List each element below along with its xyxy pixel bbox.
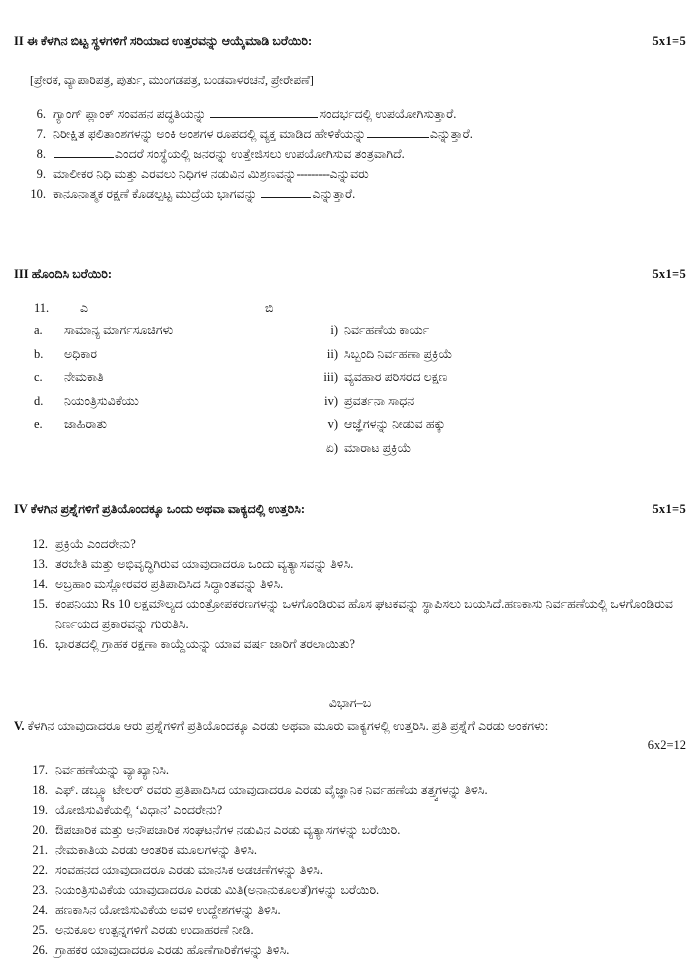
- question-item: [22, 144, 682, 164]
- question-number: 18.: [32, 783, 48, 797]
- answer-blank[interactable]: ---------: [296, 167, 330, 181]
- question-item: [22, 634, 682, 654]
- question-text: ಗ್ರಾಹಕರ ಯಾವುದಾದರೂ ಎರಡು ಹೊಣೆಗಾರಿಕೆಗಳನ್ನು ತಿಳಿಸಿ.: [55, 943, 290, 957]
- question-text: ಗ್ಯಾಂಗ್ ಪ್ಲಾಂಕ್ ಸಂವಹನ ಪದ್ಧತಿಯನ್ನು ಸಂದರ್ಭದಲ್ಲಿ ಉಪಯೋಗಿಸುತ್ತಾರೆ.: [53, 107, 457, 121]
- section-five-header: [14, 717, 686, 736]
- question-item: [22, 820, 682, 840]
- question-number: 6.: [36, 107, 46, 121]
- matching-key: ಏ): [325, 440, 338, 455]
- question-item: [22, 574, 682, 594]
- matching-row-a[interactable]: [34, 348, 312, 361]
- matching-label: ಜಾಹಿರಾತು: [64, 417, 108, 431]
- question-text: ನೇಮಕಾತಿಯ ಎರಡು ಆಂತರಿಕ ಮೂಲಗಳನ್ನು ತಿಳಿಸಿ.: [55, 843, 258, 857]
- matching-label: ನಿಯಂತ್ರಿಸುವಿಕೆಯು: [64, 393, 139, 408]
- question-text: ಕಂಪನಿಯು Rs 10 ಲಕ್ಷಮೌಲ್ಯದ ಯಂತ್ರೋಪಕರಣಗಳನ್ನು ಒಳಗೊಂಡಿರುವ ಹೊಸ ಘಟಕವನ್ನು ಸ್ಥಾಪಿಸಲು ಬಯಸಿದೆ.ಹಣಕಾಸು ನಿರ್ವಹಣೆಯಲ್ಲಿ ಒಳಗೊಂಡಿರುವ ನಿರ್ಣಯದ ಪ್ರಕಾರವನ್ನು ಗುರುತಿಸಿ.: [55, 597, 673, 631]
- section-five-marks: 6x2=12: [647, 738, 686, 752]
- matching-item-number: 11.: [34, 301, 50, 315]
- question-item: [22, 124, 682, 144]
- matching-column-b-header: ಬಿ: [265, 301, 274, 315]
- question-text: ತರಬೇತಿ ಮತ್ತು ಅಭಿವೃದ್ಧಿಗಿರುವ ಯಾವುದಾದರೂ ಒಂದು ವ್ಯತ್ಯಾಸವನ್ನು ತಿಳಿಸಿ.: [55, 557, 354, 571]
- section-four-header: [14, 500, 686, 519]
- section-two-question-list: [22, 104, 682, 204]
- question-item: [22, 184, 682, 204]
- matching-column-a: [34, 324, 312, 465]
- question-item: [22, 920, 682, 940]
- question-text: ನಿರ್ವಹಣೆಯನ್ನು ವ್ಯಾಖ್ಯಾನಿಸಿ.: [55, 763, 170, 777]
- section-three-marks: 5x1=5: [652, 267, 686, 281]
- section-five-items: [22, 760, 682, 960]
- question-item: [22, 800, 682, 820]
- section-three-header: [14, 265, 686, 284]
- question-item: [22, 840, 682, 860]
- answer-blank[interactable]: [367, 126, 429, 138]
- matching-row-b[interactable]: [312, 348, 632, 361]
- question-number: 20.: [32, 823, 48, 837]
- question-text: ಅಬ್ರಹಾಂ ಮಸ್ಲೋರವರ ಪ್ರತಿಪಾದಿಸಿದ ಸಿದ್ಧಾಂತವನ್ನು ತಿಳಿಸಿ.: [55, 577, 284, 591]
- matching-label: ಅಧಿಕಾರ: [64, 346, 97, 361]
- section-four-instruction-wrap: [14, 500, 652, 519]
- section-five-instruction: ಕೆಳಗಿನ ಯಾವುದಾದರೂ ಆರು ಪ್ರಶ್ನೆಗಳಿಗೆ ಪ್ರತಿಯೊಂದಕ್ಕೂ ಎರಡು ಅಥವಾ ಮೂರು ವಾಕ್ಯಗಳಲ್ಲಿ ಉತ್ತರಿಸಿ. ಪ್ರತಿ ಪ್ರಶ್ನೆಗೆ ಎರಡು ಅಂಕಗಳು:: [27, 719, 549, 733]
- matching-label: ನೇಮಕಾತಿ: [64, 370, 104, 384]
- question-number: 24.: [32, 903, 48, 917]
- matching-exercise: [34, 298, 684, 465]
- matching-key: iii): [323, 370, 338, 384]
- matching-column-b: [312, 324, 632, 465]
- question-item: [22, 534, 682, 554]
- matching-label: ಸಿಬ್ಬಂದಿ ನಿರ್ವಹಣಾ ಪ್ರಕ್ರಿಯೆ: [344, 346, 453, 361]
- section-two-word-bank: [ಪ್ರೇರಕ, ವ್ಯಾಪಾರಿಪತ್ರ, ಪುರ್ತು, ಮುಂಗಡಪತ್ರ, ಬಂಡವಾಳರಚನೆ, ಪ್ರೇರೇಪಣೆ]: [30, 73, 314, 87]
- matching-row-a[interactable]: [34, 324, 312, 337]
- matching-label: ಮಾರಾಟ ಪ್ರಕ್ರಿಯೆ: [344, 440, 412, 455]
- answer-blank[interactable]: [210, 106, 318, 118]
- question-number: 10.: [30, 187, 46, 201]
- question-number: 21.: [32, 843, 48, 857]
- question-item: [22, 554, 682, 574]
- matching-row-b[interactable]: [312, 442, 632, 455]
- question-number: 13.: [32, 557, 48, 571]
- question-item: [22, 780, 682, 800]
- matching-key: ii): [326, 346, 338, 361]
- question-number: 26.: [32, 943, 48, 957]
- matching-key: v): [327, 417, 338, 431]
- answer-blank[interactable]: [261, 186, 311, 198]
- question-text: ಹಣಕಾಸಿನ ಯೋಜಿಸುವಿಕೆಯ ಅವಳಿ ಉದ್ದೇಶಗಳನ್ನು ತಿಳಿಸಿ.: [55, 903, 281, 917]
- question-item: [22, 880, 682, 900]
- section-four-instruction: ಕೆಳಗಿನ ಪ್ರಶ್ನೆಗಳಿಗೆ ಪ್ರತಿಯೊಂದಕ್ಕೂ ಒಂದು ಅಥವಾ ವಾಕ್ಯದಲ್ಲಿ ಉತ್ತರಿಸಿ:: [30, 502, 305, 516]
- question-text: ಎಂದರೆ ಸಂಸ್ಥೆಯಲ್ಲಿ ಜನರನ್ನು ಉತ್ತೇಜಿಸಲು ಉಪಯೋಗಿಸುವ ತಂತ್ರವಾಗಿದೆ.: [53, 144, 682, 164]
- question-text: ಅನುಕೂಲ ಉತ್ಪನ್ನಗಳಿಗೆ ಎರಡು ಉದಾಹರಣೆ ನೀಡಿ.: [55, 923, 254, 937]
- question-text: ಪ್ರಕ್ರಿಯೆ ಎಂದರೇನು?: [55, 537, 136, 551]
- matching-row-a[interactable]: [34, 371, 312, 384]
- section-two-roman: II: [14, 34, 24, 48]
- matching-key: e.: [34, 417, 43, 431]
- section-three-roman: III: [14, 267, 29, 281]
- question-number: 14.: [32, 577, 48, 591]
- answer-blank[interactable]: [54, 146, 114, 158]
- question-text: ಯೋಜಿಸುವಿಕೆಯಲ್ಲಿ ‘ವಿಧಾನ’ ಎಂದರೇನು?: [55, 803, 223, 817]
- section-four-marks: 5x1=5: [652, 502, 686, 516]
- question-text: ಎಫ್. ಡಬ್ಲ್ಯೂ ಟೇಲರ್ ರವರು ಪ್ರತಿಪಾದಿಸಿದ ಯಾವುದಾದರೂ ಎರಡು ವೈಜ್ಞಾನಿಕ ನಿರ್ವಹಣೆಯ ತತ್ತ್ವಗಳನ್ನು ತಿಳಿಸಿ.: [55, 783, 488, 797]
- section-four-question-list: [22, 534, 682, 654]
- question-text: ಮಾಲೀಕರ ನಿಧಿ ಮತ್ತು ಎರವಲು ನಿಧಿಗಳ ನಡುವಿನ ಮಿಶ್ರಣವನ್ನು---------ಎನ್ನುವರು: [53, 167, 369, 181]
- question-number: 15.: [32, 597, 48, 611]
- question-item: [22, 104, 682, 124]
- question-number: 12.: [32, 537, 48, 551]
- question-item: [22, 164, 682, 184]
- question-item: [22, 860, 682, 880]
- question-text: ನಿಯಂತ್ರಿಸುವಿಕೆಯ ಯಾವುದಾದರೂ ಎರಡು ಮಿತಿ(ಅನಾನುಕೂಲತೆ)ಗಳನ್ನು ಬರೆಯಿರಿ.: [55, 883, 380, 897]
- matching-row-b[interactable]: [312, 395, 632, 408]
- section-two-header: [14, 32, 686, 51]
- question-number: 22.: [32, 863, 48, 877]
- question-text: ಔಪಚಾರಿಕ ಮತ್ತು ಅನೌಪಚಾರಿಕ ಸಂಘಟನೆಗಳ ನಡುವಿನ ಎರಡು ವ್ಯತ್ಯಾಸಗಳನ್ನು ಬರೆಯಿರಿ.: [55, 823, 401, 837]
- question-item: [22, 594, 682, 634]
- matching-column-headers: [34, 298, 684, 318]
- matching-columns: [34, 324, 684, 465]
- matching-key: i): [330, 323, 338, 337]
- question-number: 23.: [32, 883, 48, 897]
- section-four-items: [22, 534, 682, 654]
- matching-row-b[interactable]: [312, 418, 632, 431]
- question-text: ಭಾರತದಲ್ಲಿ ಗ್ರಾಹಕ ರಕ್ಷಣಾ ಕಾಯ್ದೆಯನ್ನು ಯಾವ ವರ್ಷ ಜಾರಿಗೆ ತರಲಾಯಿತು?: [55, 637, 355, 651]
- matching-label: ಪ್ರವರ್ತನಾ ಸಾಧನ: [344, 393, 415, 408]
- matching-key: d.: [34, 393, 44, 408]
- question-text: ನಿರೀಕ್ಷಿತ ಫಲಿತಾಂಶಗಳನ್ನು ಅಂಕಿ ಅಂಶಗಳ ರೂಪದಲ್ಲಿ ವ್ಯಕ್ತ ಮಾಡಿದ ಹೇಳಿಕೆಯನ್ನು ಎನ್ನುತ್ತಾರೆ.: [53, 127, 473, 141]
- question-item: [22, 940, 682, 960]
- matching-row-b[interactable]: [312, 371, 632, 384]
- matching-label: ನಿರ್ವಹಣೆಯ ಕಾರ್ಯ: [344, 323, 430, 337]
- question-text: ಸಂವಹನದ ಯಾವುದಾದರೂ ಎರಡು ಮಾನಸಿಕ ಅಡಚಣೆಗಳನ್ನು ತಿಳಿಸಿ.: [55, 863, 323, 877]
- question-text: ಕಾನೂನಾತ್ಮಕ ರಕ್ಷಣೆ ಕೊಡಲ್ಪಟ್ಟ ಮುದ್ರೆಯ ಭಾಗವನ್ನು ಎನ್ನುತ್ತಾರೆ.: [53, 187, 356, 201]
- section-two-instruction: ಈ ಕೆಳಗಿನ ಬಿಟ್ಟ ಸ್ಥಳಗಳಿಗೆ ಸರಿಯಾದ ಉತ್ತರವನ್ನು ಆಯ್ಕೆಮಾಡಿ ಬರೆಯಿರಿ:: [26, 34, 313, 48]
- question-number: 25.: [32, 923, 48, 937]
- matching-label: ವ್ಯವಹಾರ ಪರಿಸರದ ಲಕ್ಷಣ: [344, 370, 448, 384]
- section-two-items: [22, 104, 682, 204]
- section-four-roman: IV: [14, 502, 28, 516]
- question-number: 19.: [32, 803, 48, 817]
- matching-column-a-header: ಎ: [80, 301, 89, 315]
- section-five-roman: V.: [14, 719, 25, 733]
- section-three-instruction-wrap: [14, 265, 652, 284]
- matching-label: ಆಜ್ಞೆಗಳನ್ನು ನೀಡುವ ಹಕ್ಕು: [344, 417, 446, 431]
- matching-key: iv): [324, 393, 338, 408]
- question-item: [22, 760, 682, 780]
- matching-key: a.: [34, 323, 43, 337]
- section-two-marks: 5x1=5: [652, 34, 686, 48]
- section-two-instruction-wrap: [14, 32, 652, 51]
- question-item: [22, 900, 682, 920]
- question-number: 17.: [32, 763, 48, 777]
- matching-row-a[interactable]: [34, 395, 312, 408]
- section-five-question-list: [22, 760, 682, 960]
- question-number: 9.: [36, 167, 46, 181]
- matching-key: b.: [34, 346, 44, 361]
- question-number: 16.: [32, 637, 48, 651]
- matching-label: ಸಾಮಾನ್ಯ ಮಾರ್ಗಸೂಚಿಗಳು: [64, 323, 174, 337]
- matching-key: c.: [34, 370, 43, 384]
- question-number: 8.: [36, 147, 46, 161]
- question-number: 7.: [36, 127, 46, 141]
- matching-row-a[interactable]: [34, 418, 312, 431]
- section-three-instruction: ಹೊಂದಿಸಿ ಬರೆಯಿರಿ:: [31, 267, 112, 281]
- part-b-title: ವಿಭಾಗ–ಬ: [328, 696, 372, 710]
- matching-row-b[interactable]: [312, 324, 632, 337]
